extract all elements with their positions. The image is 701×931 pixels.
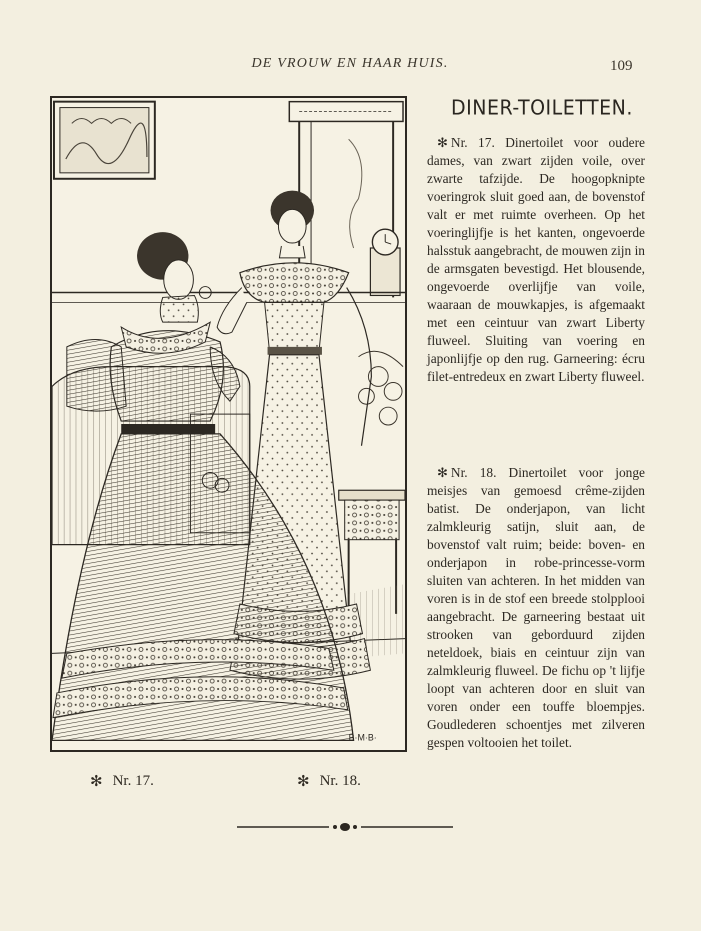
caption-nr-18	[297, 772, 361, 791]
caption-nr-17	[90, 772, 154, 791]
page-number: 109	[610, 58, 633, 74]
fashion-plate-drawing	[52, 98, 405, 750]
illustrator-signature: B·M·B·	[348, 732, 377, 743]
section-title: DINER-TOILETTEN.	[451, 96, 633, 120]
ornamental-divider	[237, 820, 453, 834]
asterisk-icon: ✻	[437, 135, 448, 150]
wall-painting	[54, 102, 155, 179]
article-nr-18	[427, 464, 645, 752]
asterisk-icon: ✻	[437, 465, 448, 480]
caption-label: Nr. 17.	[112, 773, 154, 789]
article-nr-17	[427, 134, 645, 386]
asterisk-icon: ✻	[297, 774, 310, 790]
article-text: Nr. 17. Dinertoilet voor oudere dames, van zwart zijden voile, over zwarte tafzijde. De hoogopknipte voeringrok sluit goed aan, de bovenstof valt er met ruimte overheen. Op het voeringlijfje is het kanten, ongevoerde halsstuk aangebracht, de mouwen zijn in de armsgaten bevestigd. Het blousende, ongevoerde overlijfje van voile, waaraan de mouwkapjes, is afgemaakt met een ceintuur van zwart Liberty fluweel. Sluiting van voering en japonlijfje op den rug. Garneering: écru filet-entredeux en zwart Liberty fluweel.	[427, 135, 645, 384]
mantel-clock	[370, 229, 400, 295]
caption-label: Nr. 18.	[319, 773, 361, 789]
running-title: DE VROUW EN HAAR HUIS.	[251, 56, 449, 71]
article-text: Nr. 18. Dinertoilet voor jonge meisjes van gemoesd crême-zijden batist. De onderjapon, van licht zalmkleurig satijn, sluit aan, de bovenstof valt ruim; beide: boven- en onderjapon in robe-princesse-vorm sluiten van achteren. In het midden van voren is in de stof een breede stolpplooi aangebracht. De garneering bestaat uit strooken van geborduurd zijden neteldoek, biais en ceintuur zijn van zalmkleurig fluweel. De fichu op 't lijfje loopt van achteren door en sluit van voren onder een touffe bloempjes. Goudlederen schoentjes met zilveren gespen voltooien het toilet.	[427, 465, 645, 750]
asterisk-icon: ✻	[90, 774, 103, 790]
fashion-illustration	[50, 96, 407, 752]
